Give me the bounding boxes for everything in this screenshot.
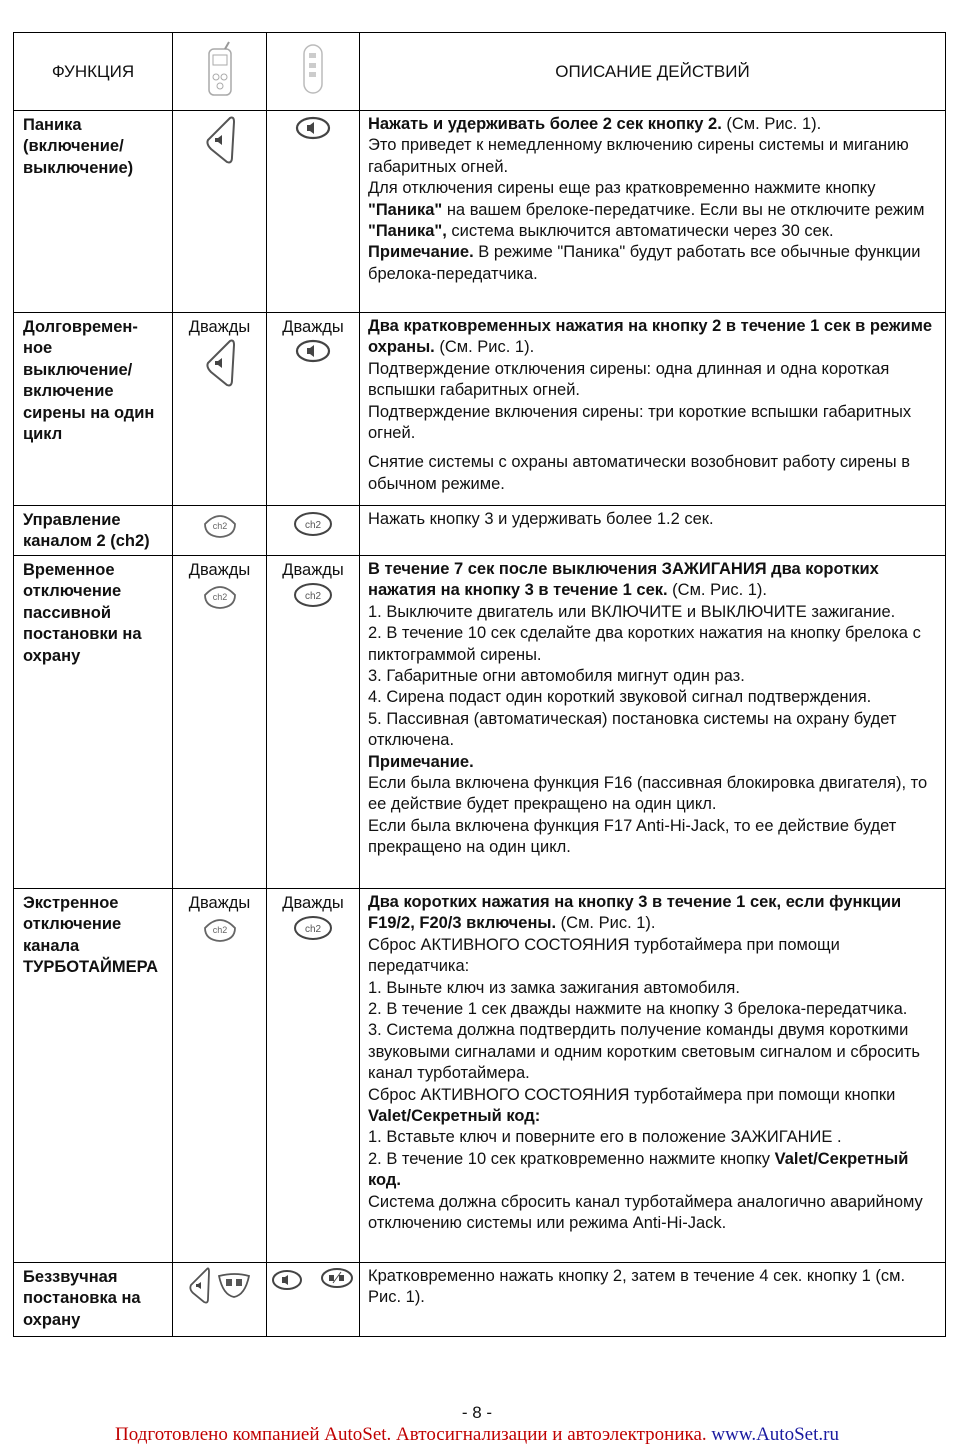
- description-paragraph: [368, 709, 939, 752]
- description-paragraph: [368, 602, 939, 623]
- svg-text:ch2: ch2: [212, 592, 227, 603]
- ch2-triangle-icon: [201, 925, 239, 948]
- button-cell: [173, 313, 267, 506]
- description-paragraph: [368, 1266, 939, 1309]
- fob-pager-icon: [173, 33, 267, 111]
- siren-and-lock-oval-icon: [271, 1283, 355, 1301]
- description: [360, 313, 946, 506]
- description-text: 2. В течение 1 сек дважды нажмите на кнопку 3 брелока-передатчика.: [368, 1000, 908, 1019]
- description-paragraph: [368, 114, 939, 135]
- description-text: 1. Выключите двигатель или ВКЛЮЧИТЕ и ВЫКЛЮЧИТЕ зажигание.: [368, 602, 896, 621]
- description-paragraph: [368, 687, 939, 708]
- description-paragraph: [368, 935, 939, 978]
- table-row: [14, 313, 946, 506]
- function-table: [13, 32, 946, 1337]
- press-count: Дважды: [188, 318, 251, 336]
- ch2-triangle-icon: [201, 521, 239, 544]
- ch2-oval-icon: [293, 924, 333, 946]
- description-text: Снятие системы с охраны автоматически возобновит работу сирены в обычном режиме.: [368, 453, 910, 493]
- ch2-oval-icon: [293, 520, 333, 542]
- table-row: [14, 556, 946, 889]
- description-text: Два кратковременных нажатия на кнопку 2 в течение 1 сек в режиме охраны.: [368, 317, 933, 357]
- description-text: (См. Рис. 1).: [667, 581, 767, 600]
- description-text: на вашем брелоке-передатчике. Если вы не отключите режим: [442, 200, 925, 219]
- button-cell: [267, 313, 360, 506]
- description-text: система выключится автоматически через 30 сек.: [446, 222, 834, 241]
- description-paragraph: [368, 666, 939, 687]
- description-text: 4. Сирена подаст один короткий звуковой сигнал подтверждения.: [368, 688, 872, 707]
- description-text: В течение 7 сек после выключения ЗАЖИГАНИЯ два коротких нажатия на кнопку 3 в течение 1 сек.: [368, 560, 879, 600]
- siren-triangle-icon: [203, 151, 237, 169]
- button-cell: [173, 556, 267, 889]
- description-paragraph: [368, 773, 939, 816]
- description-paragraph: [368, 999, 939, 1020]
- header-description: ОПИСАНИЕ ДЕЙСТВИЙ: [360, 33, 946, 111]
- description-text: Это приведет к немедленному включению сирены системы и миганию габаритных огней.: [368, 136, 909, 176]
- siren-and-lock-triangle-icon: [187, 1293, 253, 1311]
- description-paragraph: [368, 1085, 939, 1128]
- description-paragraph: [368, 892, 939, 935]
- footer-link[interactable]: www.AutoSet.ru: [711, 1424, 839, 1445]
- press-count: Дважды: [282, 318, 344, 336]
- table-row: [14, 506, 946, 556]
- svg-text:ch2: ch2: [304, 520, 322, 531]
- description-text: 2. В течение 10 сек сделайте два коротких нажатия на кнопку брелока с пиктограммой сирены.: [368, 624, 921, 664]
- description-paragraph: [368, 242, 939, 285]
- function-name: Экстренное отключение канала ТУРБОТАЙМЕРА: [14, 889, 173, 1263]
- svg-text:ch2: ch2: [212, 925, 227, 936]
- description-text: (См. Рис. 1).: [434, 338, 535, 357]
- fob-small-icon: [267, 33, 360, 111]
- description-text: 3. Габаритные огни автомобиля мигнут один раз.: [368, 667, 745, 686]
- button-cell: [173, 1263, 267, 1337]
- description-text: Нажать и удерживать более 2 сек кнопку 2.: [368, 115, 722, 133]
- description-text: (См. Рис. 1).: [556, 914, 656, 933]
- press-count: Дважды: [282, 894, 344, 912]
- description-text: Для отключения сирены еще раз кратковременно нажмите кнопку: [368, 179, 876, 198]
- description-text: Кратковременно нажать кнопку 2, затем в течение 4 сек. кнопку 1 (см. Рис. 1).: [368, 1267, 906, 1307]
- press-count: Дважды: [282, 561, 344, 579]
- description-text: Если была включена функция F16 (пассивная блокировка двигателя), то ее действие будет прекращено на один цикл.: [368, 774, 928, 814]
- function-name: Временное отключение пассивной постановки на охрану: [14, 556, 173, 889]
- description-text: 1. Выньте ключ из замка зажигания автомобиля.: [368, 978, 740, 997]
- description-text: Нажать кнопку 3 и удерживать более 1.2 сек.: [368, 510, 714, 528]
- function-name: Паника (включение/ выключение): [14, 111, 173, 313]
- ch2-oval-icon: [293, 591, 333, 613]
- svg-text:ch2: ch2: [304, 924, 322, 936]
- description: [360, 556, 946, 889]
- press-count: Дважды: [188, 561, 251, 579]
- header-function: ФУНКЦИЯ: [14, 33, 173, 111]
- description-text: 1. Вставьте ключ и поверните его в положение ЗАЖИГАНИЕ .: [368, 1128, 842, 1147]
- description: [360, 889, 946, 1263]
- description-paragraph: [368, 509, 939, 530]
- description-paragraph: [368, 359, 939, 402]
- table-row: [14, 1263, 946, 1337]
- svg-text:ch2: ch2: [304, 591, 322, 603]
- button-cell: [267, 506, 360, 556]
- siren-oval-icon: [295, 350, 331, 368]
- button-cell: [173, 111, 267, 313]
- description-text: "Паника",: [368, 222, 447, 241]
- siren-triangle-icon: [203, 374, 237, 392]
- button-cell: [267, 1263, 360, 1337]
- table-row: [14, 889, 946, 1263]
- description-paragraph: [368, 452, 939, 495]
- description: [360, 111, 946, 313]
- function-name: Долговремен- ное выключение/ включение сирены на один цикл: [14, 313, 173, 506]
- description-text: "Паника": [368, 200, 443, 219]
- description-paragraph: [368, 135, 939, 178]
- description-text: Подтверждение включения сирены: три короткие вспышки габаритных огней.: [368, 402, 912, 443]
- description-paragraph: [368, 178, 939, 242]
- footer-text: Подготовлено компанией AutoSet. Автосигнализации и автоэлектроника.: [115, 1424, 707, 1445]
- siren-oval-icon: [295, 127, 331, 145]
- footer: [0, 1424, 954, 1446]
- button-cell: [173, 506, 267, 556]
- description-text: Valet/Секретный код:: [368, 1107, 541, 1126]
- description-paragraph: [368, 402, 939, 445]
- description-paragraph: [368, 559, 939, 602]
- description-text: 2. В течение 10 сек кратковременно нажмите кнопку: [368, 1149, 775, 1168]
- button-cell: [267, 889, 360, 1263]
- description-text: (См. Рис. 1).: [721, 115, 822, 133]
- description-text: Два коротких нажатия на кнопку 3 в течение 1 сек, если функции F19/2, F20/3 включены.: [368, 893, 902, 933]
- ch2-triangle-icon: [201, 592, 239, 615]
- table-header: [14, 33, 946, 111]
- press-count: Дважды: [188, 894, 251, 912]
- description-paragraph: [368, 1020, 939, 1084]
- description-paragraph: [368, 1149, 939, 1192]
- description-text: Valet/Секретный код.: [368, 1149, 909, 1190]
- description-text: Система должна сбросить канал турботаймера аналогично аварийному отключению системы или режима Anti-Hi-Jack.: [368, 1192, 923, 1233]
- description-text: 5. Пассивная (автоматическая) постановка системы на охрану будет отключена.: [368, 709, 897, 750]
- description-text: 3. Система должна подтвердить получение команды двумя короткими звуковыми сигналами и одним коротким световым сигналом и сбросить канал турботаймера.: [368, 1021, 921, 1083]
- function-name: Беззвучная постановка на охрану: [14, 1263, 173, 1337]
- description-text: Сброс АКТИВНОГО СОСТОЯНИЯ турботаймера при помощи передатчика:: [368, 935, 840, 976]
- button-cell: [267, 111, 360, 313]
- button-cell: [173, 889, 267, 1263]
- description-paragraph: [368, 752, 939, 773]
- page-number: - 8 -: [461, 1403, 493, 1422]
- description-text: Если была включена функция F17 Anti-Hi-Jack, то ее действие будет прекращено на один цикл.: [368, 816, 897, 857]
- description-paragraph: [368, 316, 939, 359]
- description-text: Примечание.: [368, 752, 474, 771]
- description-paragraph: [368, 816, 939, 859]
- description-paragraph: [368, 623, 939, 666]
- description: [360, 506, 946, 556]
- description-text: Подтверждение отключения сирены: одна длинная и одна короткая вспышки габаритных огней.: [368, 359, 890, 400]
- function-name: Управление каналом 2 (ch2): [14, 506, 173, 556]
- description: [360, 1263, 946, 1337]
- description-text: Сброс АКТИВНОГО СОСТОЯНИЯ турботаймера при помощи кнопки: [368, 1085, 896, 1104]
- description-text: В режиме "Паника" будут работать все обычные функции брелока-передатчика.: [368, 243, 921, 283]
- description-paragraph: [368, 1192, 939, 1235]
- table-row: [14, 111, 946, 313]
- svg-text:ch2: ch2: [212, 521, 227, 531]
- description-text: Примечание.: [368, 243, 474, 262]
- description-paragraph: [368, 978, 939, 999]
- description-paragraph: [368, 1127, 939, 1148]
- button-cell: [267, 556, 360, 889]
